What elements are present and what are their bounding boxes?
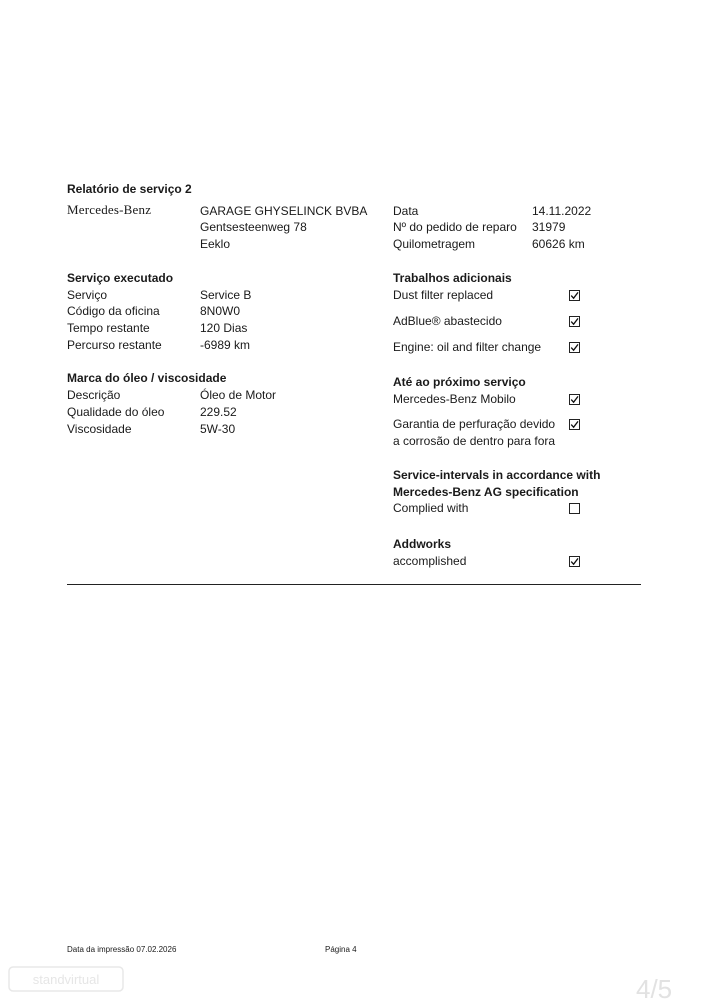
watermark-text: standvirtual	[32, 972, 100, 987]
garage-street: Gentsesteenweg 78	[200, 220, 307, 234]
checkmark-icon	[570, 557, 579, 566]
info-label-order: Nº do pedido de reparo	[393, 220, 517, 234]
intervals-item-label: Complied with	[393, 501, 469, 515]
workshop-code-label: Código da oficina	[67, 304, 160, 318]
checkbox-mobilo[interactable]	[569, 394, 580, 405]
distance-remaining-label: Percurso restante	[67, 338, 162, 352]
oil-quality-label: Qualidade do óleo	[67, 405, 165, 419]
info-value-date: 14.11.2022	[532, 204, 592, 218]
additional-item-label: Engine: oil and filter change	[393, 340, 542, 354]
oil-description-value: Óleo de Motor	[200, 388, 277, 402]
page-counter: 4/5	[636, 974, 673, 1004]
distance-remaining-value: -6989 km	[200, 338, 251, 352]
checkbox-dust-filter[interactable]	[569, 290, 580, 301]
info-label-date: Data	[393, 204, 419, 218]
additional-item-label: AdBlue® abastecido	[393, 314, 502, 328]
page-number: Página 4	[325, 945, 357, 954]
intervals-heading: Service-intervals in accordance with	[393, 468, 601, 482]
workshop-code-value: 8N0W0	[200, 304, 241, 318]
viscosity-label: Viscosidade	[67, 422, 132, 436]
checkbox-complied-with[interactable]	[569, 503, 580, 514]
next-service-item-label: Mercedes-Benz Mobilo	[393, 392, 516, 406]
section-divider	[67, 584, 641, 585]
oil-quality-value: 229.52	[200, 405, 237, 419]
checkmark-icon	[570, 343, 579, 352]
info-value-mileage: 60626 km	[532, 237, 585, 251]
viscosity-value: 5W-30	[200, 422, 236, 436]
next-service-item-label: a corrosão de dentro para fora	[393, 434, 556, 448]
checkmark-icon	[570, 420, 579, 429]
info-label-mileage: Quilometragem	[393, 237, 476, 251]
checkmark-icon	[570, 291, 579, 300]
addworks-heading: Addworks	[393, 537, 452, 551]
service-value: Service B	[200, 288, 252, 302]
time-remaining-label: Tempo restante	[67, 321, 150, 335]
info-value-order: 31979	[532, 220, 566, 234]
print-date: Data da impressão 07.02.2026	[67, 945, 177, 954]
additional-heading: Trabalhos adicionais	[393, 271, 512, 285]
service-label: Serviço	[67, 288, 108, 302]
watermark-logo	[8, 966, 124, 992]
next-service-heading: Até ao próximo serviço	[393, 375, 526, 389]
next-service-item-label: Garantia de perfuração devido	[393, 417, 556, 431]
additional-item-label: Dust filter replaced	[393, 288, 494, 302]
checkmark-icon	[570, 317, 579, 326]
checkbox-accomplished[interactable]	[569, 556, 580, 567]
report-title: Relatório de serviço 2	[67, 182, 192, 196]
service-heading: Serviço executado	[67, 271, 174, 285]
checkbox-oil-filter-change[interactable]	[569, 342, 580, 353]
intervals-heading: Mercedes-Benz AG specification	[393, 485, 579, 499]
oil-heading: Marca do óleo / viscosidade	[67, 371, 227, 385]
garage-name: GARAGE GHYSELINCK BVBA	[200, 204, 368, 218]
addworks-item-label: accomplished	[393, 554, 467, 568]
checkbox-adblue[interactable]	[569, 316, 580, 327]
time-remaining-value: 120 Dias	[200, 321, 248, 335]
oil-description-label: Descrição	[67, 388, 121, 402]
checkmark-icon	[570, 395, 579, 404]
brand-name: Mercedes-Benz	[67, 202, 152, 217]
checkbox-corrosion-warranty[interactable]	[569, 419, 580, 430]
garage-city: Eeklo	[200, 237, 231, 251]
